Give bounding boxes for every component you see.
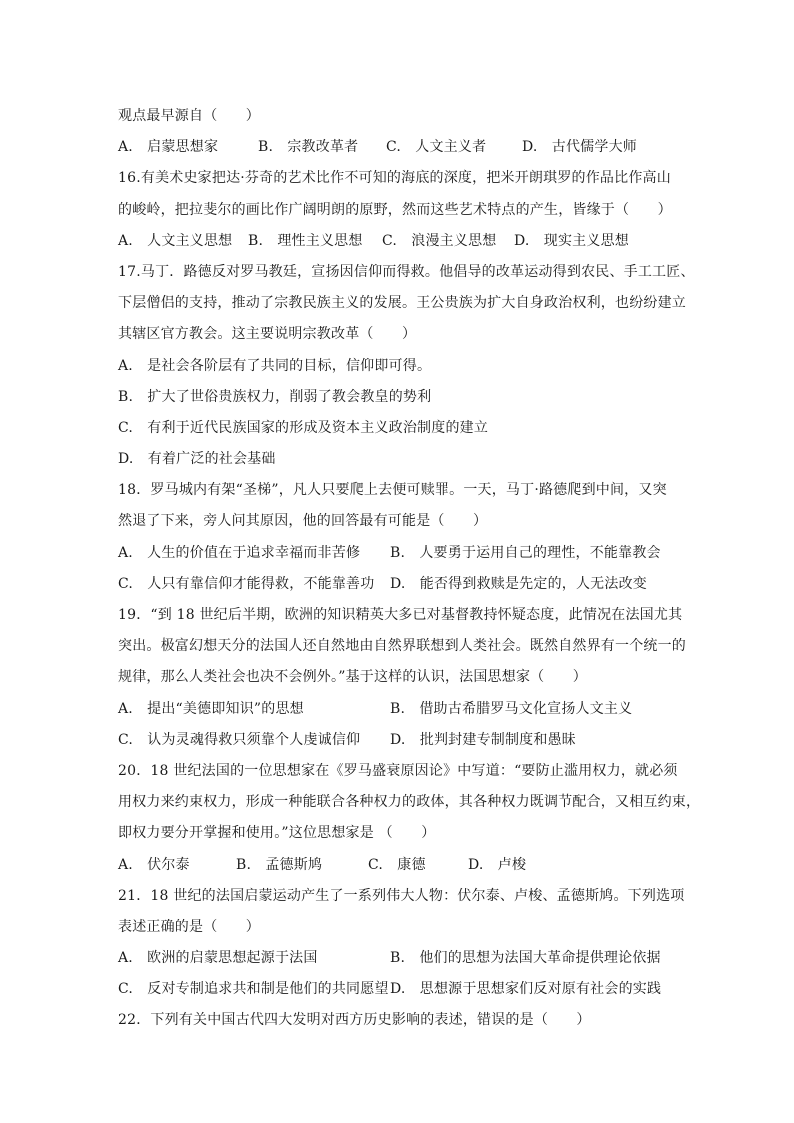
q18-options-row xyxy=(118,569,678,600)
q18-option-a: A. 人生的价值在于追求幸福而非苦修 xyxy=(118,544,361,561)
q15-options xyxy=(118,132,678,163)
q20-option-b: B. 孟德斯鸠 xyxy=(236,856,323,873)
q20-option-c: C. 康德 xyxy=(368,856,426,873)
q19-stem-line: 突出。极富幻想天分的法国人还自然地由自然界联想到人类社会。既然自然界有一个统一的 xyxy=(118,638,686,655)
q19-option-c: C. 认为灵魂得救只须靠个人虔诚信仰 xyxy=(118,731,361,748)
q20-stem-line: 即权力要分开掌握和使用。”这位思想家是 （ ） xyxy=(118,825,436,842)
q15-option-c: C. 人文主义者 xyxy=(386,139,487,156)
q17-option-c: C. 有利于近代民族国家的形成及资本主义政治制度的建立 xyxy=(118,419,489,436)
q18-option-d: D. 能否得到救赎是先定的，人无法改变 xyxy=(390,575,647,592)
q16-stem-line: 16.有美术史家把达·芬奇的艺术比作不可知的海底的深度，把米开朗琪罗的作品比作高山 xyxy=(118,170,671,187)
q18-option-b: B. 人要勇于运用自己的理性，不能靠教会 xyxy=(390,544,661,561)
q21-options-row xyxy=(118,974,678,1005)
q19-stem-line: 规律，那么人类社会也决不会例外。”基于这样的认识，法国思想家（ ） xyxy=(118,669,587,686)
q19-option-b: B. 借助古希腊罗马文化宣扬人文主义 xyxy=(390,700,633,717)
q20-stem-line: 用权力来约束权力，形成一种能联合各种权力的政体，其各种权力既调节配合，又相互约束， xyxy=(118,794,701,811)
q17-option-b: B. 扩大了世俗贵族权力，削弱了教会教皇的势利 xyxy=(118,388,432,405)
q19-options-row xyxy=(118,694,678,725)
q16-option-b: B. 理性主义思想 xyxy=(248,232,363,249)
q21-option-a: A. 欧洲的启蒙思想起源于法国 xyxy=(118,950,318,967)
q15-option-a: A. 启蒙思想家 xyxy=(118,139,219,156)
q20-stem-line: 20．18 世纪法国的一位思想家在《罗马盛衰原因论》中写道：“要防止滥用权力，就必须 xyxy=(118,762,678,779)
q21-option-d: D. 思想源于思想家们反对原有社会的实践 xyxy=(390,981,662,998)
question-list xyxy=(118,101,701,1037)
q17-option-d: D. 有着广泛的社会基础 xyxy=(118,451,276,468)
q20-options xyxy=(118,850,678,881)
q16-options xyxy=(118,226,678,257)
q18-option-c: C. 人只有靠信仰才能得救，不能靠善功 xyxy=(118,575,375,592)
q21-stem-line: 21．18 世纪的法国启蒙运动产生了一系列伟大人物：伏尔泰、卢梭、孟德斯鸠。下列选项 xyxy=(118,887,685,904)
q20-option-a: A. 伏尔泰 xyxy=(118,856,190,873)
q18-stem-line: 然退了下来，旁人问其原因，他的回答最有可能是（ ） xyxy=(118,513,488,530)
q16-stem-line: 的峻岭，把拉斐尔的画比作广阔明朗的原野，然而这些艺术特点的产生，皆缘于（ ） xyxy=(118,201,672,218)
q22-stem-line: 22．下列有关中国古代四大发明对西方历史影响的表述，错误的是（ ） xyxy=(118,1012,591,1029)
q15-option-b: B. 宗教改革者 xyxy=(258,139,359,156)
q21-option-c: C. 反对专制追求共和制是他们的共同愿望 xyxy=(118,981,389,998)
q19-option-d: D. 批判封建专制制度和愚昧 xyxy=(390,731,576,748)
q16-option-c: C. 浪漫主义思想 xyxy=(382,232,497,249)
q17-stem-line: 下层僧侣的支持，推动了宗教民族主义的发展。王公贵族为扩大自身政治权利，也纷纷建立 xyxy=(118,295,686,312)
q16-option-d: D. 现实主义思想 xyxy=(514,232,629,249)
q19-options-row xyxy=(118,725,678,756)
q19-option-a: A. 提出“美德即知识”的思想 xyxy=(118,700,304,717)
q18-options-row xyxy=(118,538,678,569)
q21-options-row xyxy=(118,943,678,974)
q21-stem-line: 表述正确的是（ ） xyxy=(118,918,260,935)
q17-option-a: A. 是社会各阶层有了共同的目标，信仰即可得。 xyxy=(118,357,432,374)
q15-option-d: D. 古代儒学大师 xyxy=(522,139,637,156)
q19-stem-line: 19．“到 18 世纪后半期，欧洲的知识精英大多已对基督教持怀疑态度，此情况在法国尤其 xyxy=(118,607,683,623)
q18-stem-line: 18．罗马城内有架“圣梯”，凡人只要爬上去便可赎罪。一天，马丁·路德爬到中间，又突 xyxy=(118,482,667,499)
q16-option-a: A. 人文主义思想 xyxy=(118,232,233,249)
q17-stem-line: 其辖区官方教会。这主要说明宗教改革（ ） xyxy=(118,326,417,343)
q21-option-b: B. 他们的思想为法国大革命提供理论依据 xyxy=(390,950,661,967)
q15-stem-tail: 观点最早源自（ ） xyxy=(118,108,260,124)
q20-option-d: D. 卢梭 xyxy=(468,856,527,873)
q17-stem-line: 17.马丁．路德反对罗马教廷，宣扬因信仰而得救。他倡导的改革运动得到农民、手工工匠、 xyxy=(118,263,695,280)
